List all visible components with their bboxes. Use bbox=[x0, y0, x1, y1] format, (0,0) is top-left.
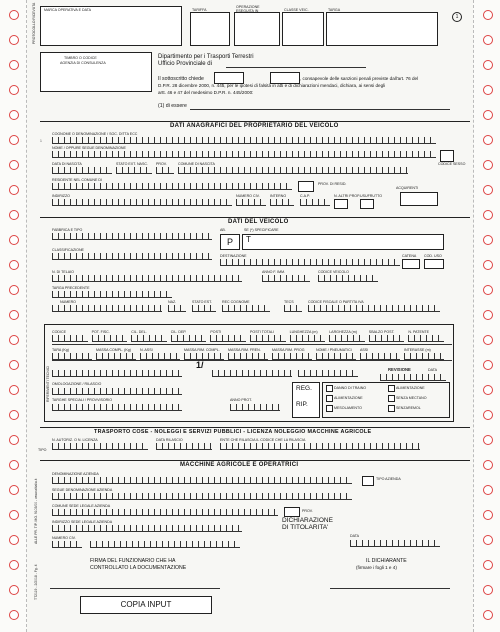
data-rilascio-label: DATA RILASCIO bbox=[156, 438, 183, 442]
t-letter: T bbox=[246, 235, 251, 244]
t-box[interactable] bbox=[242, 234, 444, 250]
ente-label: ENTE CHE RILASCIA IL CODICE CHE LA RILASCIA bbox=[220, 438, 306, 442]
mass-field[interactable] bbox=[96, 353, 136, 360]
left-feed-strip bbox=[0, 0, 27, 632]
stato-label: STATO EXT. NASC. bbox=[116, 162, 148, 166]
rec-label: REC COGNOME bbox=[222, 300, 250, 304]
numero-civ-field[interactable] bbox=[236, 199, 266, 206]
feed-hole bbox=[483, 210, 493, 220]
residente-field[interactable] bbox=[52, 183, 292, 190]
mass-field[interactable] bbox=[360, 353, 400, 360]
feed-hole bbox=[483, 535, 493, 545]
feed-hole bbox=[483, 35, 493, 45]
altri-prop-box[interactable] bbox=[334, 199, 348, 209]
feed-hole bbox=[483, 285, 493, 295]
feed-hole bbox=[9, 535, 19, 545]
feed-hole bbox=[9, 610, 19, 620]
rip-label: RIP. bbox=[296, 401, 308, 408]
tipo-label: TIPO bbox=[38, 448, 47, 452]
mass-label: MASSA RIM. FREN. bbox=[228, 348, 261, 352]
option-label: SENZAREMOL bbox=[396, 406, 421, 410]
proprietario-rule bbox=[40, 121, 470, 122]
feed-hole bbox=[483, 560, 493, 570]
acquirenti-box[interactable] bbox=[400, 192, 438, 206]
indirizzo-sede-field[interactable] bbox=[52, 525, 242, 532]
timbro-label-1: TIMBRO O CODICE bbox=[64, 56, 97, 60]
timbro-label-2: AGENZIA DI CONSULENZA bbox=[60, 61, 106, 65]
revisione-field[interactable] bbox=[380, 374, 446, 381]
stato-field[interactable] bbox=[116, 167, 152, 174]
ab-label: AB. bbox=[220, 228, 226, 232]
mass-label: ASSI bbox=[360, 348, 369, 352]
copia-input-box: COPIA INPUT bbox=[80, 596, 212, 614]
sottoscritto-text-b: , consapevole delle sanzioni penali previste dall'art. 76 del bbox=[300, 76, 419, 81]
option-label: ALIMENTAZIONE bbox=[334, 396, 363, 400]
telaio-field[interactable] bbox=[52, 275, 242, 282]
feed-hole bbox=[483, 310, 493, 320]
fabbrica-field[interactable] bbox=[52, 233, 212, 240]
n-licenza-field[interactable] bbox=[52, 443, 148, 450]
telaio-label: N. DI TELAIO bbox=[52, 270, 74, 274]
comune-nascita-field[interactable] bbox=[178, 167, 408, 174]
dimension-label: N. PATENTE bbox=[408, 330, 430, 334]
feed-hole bbox=[9, 60, 19, 70]
credits-line: ALLE PR. TIP. MO. 9103/00 - www.alitalia.it bbox=[34, 478, 38, 544]
cod-uso-box[interactable] bbox=[424, 259, 444, 269]
option-checkbox[interactable] bbox=[388, 385, 395, 392]
protocollo-label: PROTOCOLLO RICEVUTA bbox=[32, 2, 36, 44]
option-checkbox[interactable] bbox=[326, 385, 333, 392]
dimension-label: CIL. DEP. bbox=[170, 330, 187, 334]
tecs-label: TECS bbox=[284, 300, 294, 304]
mass-field[interactable] bbox=[140, 353, 180, 360]
option-checkbox[interactable] bbox=[388, 405, 395, 412]
option-checkbox[interactable] bbox=[388, 395, 395, 402]
cod-uso-label: COD. USO bbox=[424, 254, 442, 258]
omologazione-field-c[interactable] bbox=[298, 370, 358, 377]
feed-hole bbox=[9, 460, 19, 470]
prov-res-label: PROV. DI RESID. bbox=[318, 182, 347, 186]
codice-fiscale-field[interactable] bbox=[308, 305, 440, 312]
option-checkbox[interactable] bbox=[326, 395, 333, 402]
data-nascita-label: DATA DI NASCITA bbox=[52, 162, 82, 166]
prov-field[interactable] bbox=[156, 167, 174, 174]
feed-hole bbox=[483, 510, 493, 520]
targa-precedente-field[interactable] bbox=[52, 291, 172, 298]
firma-line bbox=[50, 588, 220, 589]
segue-label: SEGUE DENOMINAZIONE AZIENDA bbox=[52, 488, 113, 492]
revisione-data-label: DATA bbox=[428, 368, 438, 372]
macchine-rule bbox=[40, 460, 470, 461]
feed-hole bbox=[9, 485, 19, 495]
ente-field[interactable] bbox=[220, 443, 420, 450]
mass-label: MASSA COMPL. (Kg) bbox=[96, 348, 131, 352]
mass-label: TARA (Kg) bbox=[52, 348, 69, 352]
option-checkbox[interactable] bbox=[326, 405, 333, 412]
feed-hole bbox=[483, 235, 493, 245]
veicolo-rule bbox=[40, 217, 470, 218]
feed-hole bbox=[483, 60, 493, 70]
indirizzo-sede-label: INDIRIZZO SEDE LEGALE AZIENDA bbox=[52, 520, 113, 524]
feed-hole bbox=[483, 610, 493, 620]
trasporto-rule bbox=[40, 427, 470, 428]
feed-hole bbox=[9, 10, 19, 20]
marca-label: MARCA OPERATIVA E DATA bbox=[44, 8, 92, 12]
prov-res-box[interactable] bbox=[298, 181, 314, 192]
indirizzo-label: INDIRIZZO bbox=[52, 194, 70, 198]
feed-hole bbox=[9, 510, 19, 520]
feed-hole bbox=[9, 35, 19, 45]
printer-code: TT2119 - 2/2018 - Fg. 4 bbox=[34, 564, 38, 600]
numero-label: NUMERO bbox=[60, 300, 76, 304]
omologazione-label: OMOLOGAZIONE / RILASCIO bbox=[52, 382, 102, 386]
proprietario-title: DATI ANAGRAFICI DEL PROPRIETARIO DEL VEICOLO bbox=[170, 123, 339, 129]
feed-hole bbox=[483, 160, 493, 170]
mass-field[interactable] bbox=[404, 353, 444, 360]
dimension-label: POT. FISC. bbox=[91, 330, 110, 334]
usufrutto-label: USUFRUTTO bbox=[360, 194, 383, 198]
feed-hole bbox=[9, 160, 19, 170]
feed-hole bbox=[9, 235, 19, 245]
feed-hole bbox=[9, 110, 19, 120]
numero-civ-label: NUMERO CIV. bbox=[236, 194, 260, 198]
numero-field[interactable] bbox=[52, 305, 162, 312]
targhe-field[interactable] bbox=[52, 404, 182, 411]
cognome-label: COGNOME O DENOMINAZIONE / SOC. DITTA ECC bbox=[52, 132, 138, 136]
cap-label: C.A.P. bbox=[300, 194, 310, 198]
dimension-field[interactable] bbox=[210, 335, 246, 342]
cognome-field[interactable] bbox=[52, 137, 436, 144]
omologazione-field-a[interactable] bbox=[52, 370, 182, 377]
mass-field[interactable] bbox=[228, 353, 268, 360]
right-feed-strip bbox=[473, 0, 500, 632]
targa-box[interactable] bbox=[326, 12, 438, 46]
feed-hole bbox=[9, 435, 19, 445]
feed-hole bbox=[9, 585, 19, 595]
dichiarante-line bbox=[330, 588, 450, 589]
option-label: SENZA MECTANO bbox=[396, 396, 427, 400]
sottoscritto-text-a: Il sottoscritto chiede bbox=[158, 76, 204, 82]
macchine-data-label: DATA bbox=[350, 534, 360, 538]
firma-label-1: FIRMA DEL FUNZIONARIO CHE HA bbox=[90, 558, 176, 564]
feed-hole bbox=[9, 185, 19, 195]
feed-hole bbox=[483, 485, 493, 495]
targa-label: TARGA bbox=[328, 8, 341, 12]
feed-hole bbox=[483, 385, 493, 395]
trasporto-title: TRASPORTO COSE - NOLEGGI E SERVIZI PUBBLICI - LICENZA NOLEGGIO MACCHINE AGRICOLE bbox=[94, 429, 372, 435]
altri-prop-label: N. ALTRI PROP. bbox=[334, 194, 361, 198]
data-rilascio-field[interactable] bbox=[156, 443, 212, 450]
firmare-label: (firmare i fogli 1 e 4) bbox=[356, 565, 397, 570]
dimension-field[interactable] bbox=[171, 335, 207, 342]
ufficio-title: Ufficio Provinciale di bbox=[158, 61, 212, 67]
naz-field[interactable] bbox=[168, 305, 186, 312]
n-licenza-label: N. AUTORIZ. O N. LICENZA bbox=[52, 438, 98, 442]
mass-label: MASSA RIM. PROG bbox=[272, 348, 305, 352]
feed-hole bbox=[483, 260, 493, 270]
stato-est-label: STATO EST. bbox=[192, 300, 212, 304]
feed-hole bbox=[483, 110, 493, 120]
classificazione-label: CLASSIFICAZIONE bbox=[52, 248, 84, 252]
feed-hole bbox=[483, 85, 493, 95]
tecs-field[interactable] bbox=[284, 305, 302, 312]
sottoscritto-line-3: artt. 46 e 47 del medesimo D.P.R. n. 445/2000: bbox=[158, 90, 254, 95]
extra-m-field[interactable] bbox=[90, 541, 240, 548]
anno-field[interactable] bbox=[262, 275, 310, 282]
tariffa-label: TARIFFA bbox=[192, 8, 207, 12]
denominazione-label: DENOMINAZIONE AZIENDA bbox=[52, 472, 99, 476]
dimension-label: SBALZO POST. bbox=[368, 330, 395, 334]
interno-label: INTERNO bbox=[270, 194, 287, 198]
page-number-badge: 1 bbox=[452, 12, 462, 22]
usufrutto-box[interactable] bbox=[360, 199, 374, 209]
marca-box[interactable] bbox=[40, 6, 182, 46]
mass-field[interactable] bbox=[184, 353, 224, 360]
classe-veic-box[interactable] bbox=[282, 12, 324, 46]
targhe-label: TARGHE SPECIALI / PROVVISORIO bbox=[52, 398, 113, 402]
targa-precedente-label: TARGA PRECEDENTE bbox=[52, 286, 90, 290]
dimension-field[interactable] bbox=[250, 335, 286, 342]
dim-line bbox=[52, 344, 452, 345]
essere-line bbox=[190, 109, 450, 110]
dichiarante-label: IL DICHIARANTE bbox=[366, 558, 407, 564]
codice-veicolo-field[interactable] bbox=[318, 275, 378, 282]
anno-prot-field[interactable] bbox=[230, 404, 280, 411]
dimension-field[interactable] bbox=[92, 335, 128, 342]
dimension-label: LARGHEZZA (m) bbox=[329, 330, 357, 334]
rec-field[interactable] bbox=[222, 305, 270, 312]
macchine-data-field[interactable] bbox=[350, 540, 440, 547]
dimension-field[interactable] bbox=[290, 335, 326, 342]
feed-hole bbox=[9, 410, 19, 420]
prov-label: PROV. bbox=[156, 162, 167, 166]
fraction-mark: 1/ bbox=[196, 360, 204, 370]
feed-hole bbox=[9, 360, 19, 370]
mass-label: MASSA RIM. COMPL. bbox=[184, 348, 220, 352]
nome-label: NOME / OPPURE SEGUE DENOMINAZIONE bbox=[52, 146, 126, 150]
feed-hole bbox=[483, 10, 493, 20]
comune-nascita-label: COMUNE DI NASCITA bbox=[178, 162, 215, 166]
denominazione-field[interactable] bbox=[52, 477, 352, 484]
mass-field[interactable] bbox=[316, 353, 356, 360]
numero-civ-m-field[interactable] bbox=[52, 541, 82, 548]
revisione-label: REVISIONE bbox=[388, 367, 411, 372]
feed-hole bbox=[9, 210, 19, 220]
mass-label: NOME / PNEUMATICI bbox=[316, 348, 352, 352]
feed-hole bbox=[9, 385, 19, 395]
form-sheet bbox=[30, 4, 470, 626]
feed-hole bbox=[9, 310, 19, 320]
operazione-box[interactable] bbox=[234, 12, 280, 46]
mass-line bbox=[52, 360, 452, 361]
tipo-azienda-label: TIPO AZIENDA bbox=[376, 477, 401, 481]
essere-text: (1) di essere bbox=[158, 103, 187, 109]
macchine-prov-label: PROV. bbox=[302, 509, 313, 513]
nome-field[interactable] bbox=[52, 151, 436, 158]
dimension-field[interactable] bbox=[131, 335, 167, 342]
macchine-title: MACCHINE AGRICOLE E OPERATRICI bbox=[180, 462, 299, 468]
omologazione-field-b[interactable] bbox=[212, 370, 292, 377]
feed-hole bbox=[483, 185, 493, 195]
dimension-field[interactable] bbox=[408, 335, 444, 342]
dimension-field[interactable] bbox=[369, 335, 405, 342]
titolarita-title: DI TITOLARITA' bbox=[282, 524, 329, 531]
technical-side-label: RIFERIMENTI TECNICI bbox=[46, 365, 50, 402]
feed-hole bbox=[483, 435, 493, 445]
interno-field[interactable] bbox=[270, 199, 294, 206]
p-box[interactable]: P bbox=[220, 234, 240, 250]
residente-label: RESIDENTE NEL COMUNE DI bbox=[52, 178, 102, 182]
se-specificare-label: SE (*) SPECIFICARE bbox=[244, 228, 279, 232]
row-number: 1 bbox=[40, 139, 42, 143]
catena-box[interactable] bbox=[402, 259, 420, 269]
acquirenti-label: ACQUIRENTI bbox=[396, 186, 419, 190]
mass-field[interactable] bbox=[52, 353, 92, 360]
operazione-label: OPERAZIONE ESEGUITA IN bbox=[236, 5, 260, 13]
dimension-field[interactable] bbox=[52, 335, 88, 342]
dimension-label: CODICE bbox=[52, 330, 66, 334]
dimension-label: POSTI TOTALI bbox=[250, 330, 274, 334]
dimension-label: POSTI bbox=[210, 330, 222, 334]
codice-fiscale-label: CODICE FISCALE O PARTITA IVA bbox=[308, 300, 364, 304]
feed-hole bbox=[483, 335, 493, 345]
feed-hole bbox=[9, 560, 19, 570]
naz-label: NAZ. bbox=[168, 300, 177, 304]
mass-field[interactable] bbox=[272, 353, 312, 360]
sottoscritto-line-2: D.P.R. 28 dicembre 2000, n. 445, per le ipotesi di falsità in atti e di dichiarazioni mendaci, dichiara, ai sensi degli bbox=[158, 83, 386, 88]
option-label: MESOLAMENTO bbox=[334, 406, 362, 410]
codice-sesso-box[interactable] bbox=[440, 150, 454, 162]
mass-label: INTERASSE (m) bbox=[404, 348, 431, 352]
omologazione-field[interactable] bbox=[52, 388, 182, 395]
tipo-azienda-box[interactable] bbox=[362, 476, 374, 486]
option-label: DANNO DI TRAINO bbox=[334, 386, 367, 390]
firma-label-2: CONTROLLATO LA DOCUMENTAZIONE bbox=[90, 565, 187, 571]
dimension-label: LUNGHEZZA (m) bbox=[289, 330, 318, 334]
feed-hole bbox=[483, 460, 493, 470]
ufficio-line bbox=[226, 67, 366, 68]
mass-label: N. ASSI bbox=[140, 348, 153, 352]
feed-hole bbox=[9, 285, 19, 295]
veicolo-title: DATI DEL VEICOLO bbox=[228, 219, 289, 225]
feed-hole bbox=[483, 135, 493, 145]
fabbrica-label: FABBRICA E TIPO bbox=[52, 228, 83, 232]
indirizzo-field[interactable] bbox=[52, 199, 232, 206]
feed-hole bbox=[9, 135, 19, 145]
feed-hole bbox=[9, 335, 19, 345]
anno-prot-label: ANNO PROT. bbox=[230, 398, 252, 402]
comune-sede-field[interactable] bbox=[52, 509, 278, 516]
classe-veic-label: CLASSE VEIC. bbox=[284, 8, 309, 12]
cap-field[interactable] bbox=[300, 199, 330, 206]
dimension-field[interactable] bbox=[329, 335, 365, 342]
destinazione-label: DESTINAZIONE bbox=[220, 254, 247, 258]
dichiarazione-title: DICHIARAZIONE bbox=[282, 517, 333, 524]
destinazione-field[interactable] bbox=[220, 259, 400, 266]
classificazione-field[interactable] bbox=[52, 253, 212, 260]
comune-sede-label: COMUNE SEDE LEGALE AZIENDA bbox=[52, 504, 111, 508]
tariffa-box[interactable] bbox=[190, 12, 230, 46]
dimension-label: CIL. DEL. bbox=[131, 330, 147, 334]
anno-label: ANNO F. IMM. bbox=[262, 270, 286, 274]
reg-label: REG. bbox=[296, 385, 312, 392]
option-label: ALIMENTAZIONE bbox=[396, 386, 425, 390]
macchine-prov-box[interactable] bbox=[284, 507, 300, 517]
feed-hole bbox=[9, 260, 19, 270]
feed-hole bbox=[9, 85, 19, 95]
numero-civ-m-label: NUMERO CIV. bbox=[52, 536, 76, 540]
catena-label: CATENA bbox=[402, 254, 417, 258]
feed-hole bbox=[483, 410, 493, 420]
segue-field[interactable] bbox=[52, 493, 352, 500]
data-nascita-field[interactable] bbox=[52, 167, 112, 174]
dipartimento-title: Dipartimento per i Trasporti Terrestri bbox=[158, 54, 254, 60]
stato-est-field[interactable] bbox=[192, 305, 216, 312]
feed-hole bbox=[483, 360, 493, 370]
codice-sesso-label: CODICE SESSO bbox=[438, 162, 466, 166]
feed-hole bbox=[483, 585, 493, 595]
codice-veicolo-label: CODICE VEICOLO bbox=[318, 270, 349, 274]
